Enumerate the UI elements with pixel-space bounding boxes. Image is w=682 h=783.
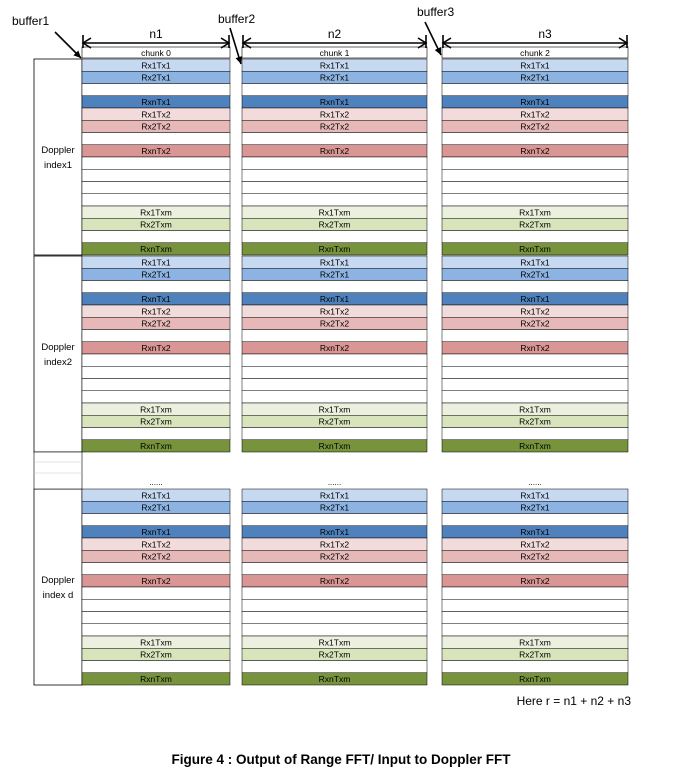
cell-label: Rx2Tx1 [520, 269, 550, 280]
doppler-label-line2: index d [42, 590, 74, 601]
cell-label: Rx2Tx1 [141, 72, 171, 83]
cell-label: Rx2Txm [519, 219, 551, 230]
buffer-cell [82, 599, 230, 611]
cell-label: RxnTx2 [141, 343, 171, 353]
cell-label: RxnTx1 [319, 294, 350, 304]
cell-label: RxnTxm [519, 441, 551, 451]
buffer1-label: buffer1 [12, 14, 50, 28]
cell-label: Rx2Tx1 [319, 269, 350, 280]
cell-label: Rx1Txm [318, 207, 351, 218]
cell-label: Rx1Tx1 [520, 257, 550, 268]
column-label-2: n3 [538, 27, 552, 41]
cell-label: RxnTx2 [319, 343, 350, 353]
cell-label: RxnTxm [519, 244, 551, 254]
buffer-cell [442, 194, 628, 206]
cell-label: Rx2Tx2 [520, 318, 550, 329]
buffer-cell [442, 330, 628, 342]
cell-label: RxnTx2 [319, 576, 350, 586]
doppler-group-cell [34, 489, 82, 685]
cell-label: Rx2Tx1 [520, 502, 550, 513]
cell-label: RxnTx1 [520, 294, 550, 304]
cell-label: Rx1Tx1 [319, 490, 350, 501]
cell-label: RxnTx1 [141, 527, 171, 537]
buffer-cell [242, 157, 427, 169]
cell-label: Rx2Tx2 [520, 121, 550, 132]
cell-label: RxnTxm [140, 441, 172, 451]
buffer-cell [442, 84, 628, 96]
buffer-cell [442, 587, 628, 599]
buffer-cell [442, 157, 628, 169]
buffer-cell [442, 428, 628, 440]
doppler-group-cell [34, 59, 82, 255]
cell-label: Rx2Txm [140, 416, 172, 427]
cell-label: RxnTx2 [319, 146, 350, 156]
cell-label: Rx1Tx1 [141, 60, 171, 71]
cell-label: RxnTxm [318, 244, 351, 254]
cell-label: Rx2Tx2 [319, 551, 350, 562]
cell-label: Rx2Txm [318, 219, 351, 230]
buffer-cell [442, 281, 628, 293]
buffer-cell [442, 366, 628, 378]
buffer-cell [82, 231, 230, 243]
buffer-cell [82, 514, 230, 526]
buffer-cell [242, 514, 427, 526]
buffer-cell [442, 391, 628, 403]
buffer-cell [242, 612, 427, 624]
buffer-cell [442, 624, 628, 636]
cell-label: Rx1Tx1 [520, 490, 550, 501]
separator-cell [34, 452, 82, 489]
cell-label: Rx2Txm [140, 219, 172, 230]
buffer-cell [82, 169, 230, 181]
cell-label: RxnTxm [140, 674, 172, 684]
cell-label: Rx2Tx1 [141, 269, 171, 280]
column-label-1: n2 [327, 27, 342, 41]
buffer-cell [82, 624, 230, 636]
doppler-group-cell [34, 256, 82, 452]
cell-label: Rx1Tx1 [141, 257, 171, 268]
buffer-cell [242, 587, 427, 599]
ellipsis-2: ...... [528, 478, 542, 487]
buffer-cell [242, 624, 427, 636]
buffer-cell [242, 379, 427, 391]
cell-label: RxnTxm [140, 244, 172, 254]
buffer-cell [82, 194, 230, 206]
ellipsis-0: ...... [149, 478, 163, 487]
buffer-cell [442, 379, 628, 391]
cell-label: RxnTx1 [141, 97, 171, 107]
buffer2-label: buffer2 [218, 12, 256, 26]
buffer-cell [242, 366, 427, 378]
buffer-cell [442, 133, 628, 145]
buffer-cell [82, 563, 230, 575]
cell-label: Rx2Tx2 [319, 318, 350, 329]
buffer-cell [82, 182, 230, 194]
cell-label: Rx2Tx1 [319, 72, 350, 83]
buffer-cell [442, 563, 628, 575]
buffer-cell [242, 182, 427, 194]
buffer-cell [242, 599, 427, 611]
cell-label: RxnTx1 [520, 527, 550, 537]
cell-label: Rx1Tx2 [520, 306, 550, 317]
header-layer [12, 5, 454, 28]
cell-label: RxnTx1 [141, 294, 171, 304]
cell-label: Rx1Txm [519, 637, 551, 648]
buffer-cell [82, 84, 230, 96]
buffer-cell [242, 281, 427, 293]
cell-label: RxnTx2 [141, 576, 171, 586]
buffer-cell [82, 428, 230, 440]
buffer-cell [442, 612, 628, 624]
buffer-cell [242, 661, 427, 673]
buffer-cell [242, 354, 427, 366]
buffer-cell [442, 182, 628, 194]
buffer-cell [442, 354, 628, 366]
cell-label: Rx1Txm [318, 637, 351, 648]
chunk-label-2: chunk 2 [520, 48, 550, 58]
column-label-0: n1 [149, 27, 163, 41]
buffer-cell [242, 133, 427, 145]
buffer-cell [242, 169, 427, 181]
sum-note: Here r = n1 + n2 + n3 [516, 694, 631, 708]
buffer3-label: buffer3 [417, 5, 455, 19]
buffer-cell [82, 612, 230, 624]
cell-label: Rx2Txm [140, 649, 172, 660]
cell-label: Rx1Tx2 [141, 109, 171, 120]
cell-label: RxnTx1 [319, 527, 350, 537]
cell-label: RxnTx2 [520, 576, 550, 586]
cell-label: Rx1Tx1 [141, 490, 171, 501]
buffer-cell [442, 599, 628, 611]
cell-label: Rx2Tx2 [141, 121, 171, 132]
cell-label: Rx1Tx2 [141, 306, 171, 317]
cell-label: Rx2Tx1 [520, 72, 550, 83]
cell-label: Rx2Tx2 [141, 551, 171, 562]
cell-label: Rx2Tx2 [141, 318, 171, 329]
buffer-cell [242, 84, 427, 96]
buffer-cell [442, 514, 628, 526]
cell-label: RxnTx1 [319, 97, 350, 107]
cell-label: RxnTxm [318, 441, 351, 451]
cell-label: Rx1Txm [140, 207, 172, 218]
cell-label: Rx1Txm [318, 404, 351, 415]
cell-label: Rx1Txm [140, 637, 172, 648]
cell-label: Rx2Tx1 [141, 502, 171, 513]
cell-label: Rx1Tx1 [319, 60, 350, 71]
buffer-cell [82, 133, 230, 145]
cell-label: Rx2Txm [519, 649, 551, 660]
grid-layer [34, 47, 631, 708]
buffer-cell [442, 169, 628, 181]
buffer-cell [82, 157, 230, 169]
buffer-cell [82, 354, 230, 366]
cell-label: Rx2Txm [318, 649, 351, 660]
chunk-label-0: chunk 0 [141, 48, 171, 58]
cell-label: Rx1Tx2 [319, 306, 350, 317]
doppler-label-line1: Doppler [41, 342, 75, 353]
cell-label: Rx1Tx1 [520, 60, 550, 71]
buffer-cell [82, 330, 230, 342]
cell-label: RxnTx2 [520, 343, 550, 353]
ellipsis-1: ...... [327, 478, 342, 487]
buffer-cell [242, 231, 427, 243]
cell-label: Rx1Tx2 [520, 109, 550, 120]
cell-label: RxnTxm [318, 674, 351, 684]
buffer-cell [242, 391, 427, 403]
cell-label: Rx2Tx1 [319, 502, 350, 513]
cell-label: Rx1Txm [519, 207, 551, 218]
buffer-cell [242, 330, 427, 342]
buffer-cell [82, 281, 230, 293]
cell-label: Rx1Tx1 [319, 257, 350, 268]
cell-label: RxnTx2 [520, 146, 550, 156]
cell-label: Rx2Txm [519, 416, 551, 427]
cell-label: Rx1Tx2 [319, 109, 350, 120]
cell-label: RxnTx2 [141, 146, 171, 156]
buffer-cell [82, 661, 230, 673]
buffer-cell [242, 563, 427, 575]
cell-label: Rx1Txm [519, 404, 551, 415]
buffer-cell [82, 587, 230, 599]
chunk-label-1: chunk 1 [319, 48, 350, 58]
cell-label: Rx1Tx2 [141, 539, 171, 550]
figure-caption: Figure 4 : Output of Range FFT/ Input to Doppler FFT [171, 752, 511, 767]
cell-label: RxnTx1 [520, 97, 550, 107]
cell-label: Rx1Tx2 [319, 539, 350, 550]
doppler-label-line1: Doppler [41, 575, 75, 586]
cell-label: RxnTxm [519, 674, 551, 684]
cell-label: Rx1Tx2 [520, 539, 550, 550]
cell-label: Rx1Txm [140, 404, 172, 415]
cell-label: Rx2Txm [318, 416, 351, 427]
buffer-cell [82, 379, 230, 391]
buffer-cell [242, 428, 427, 440]
buffer-cell [442, 231, 628, 243]
cell-label: Rx2Tx2 [319, 121, 350, 132]
doppler-label-line1: Doppler [41, 145, 75, 156]
doppler-label-line2: index2 [44, 357, 72, 368]
cell-label: Rx2Tx2 [520, 551, 550, 562]
buffer-cell [442, 661, 628, 673]
buffer-cell [242, 194, 427, 206]
buffer-cell [82, 366, 230, 378]
buffer-cell [82, 391, 230, 403]
doppler-label-line2: index1 [44, 160, 72, 171]
